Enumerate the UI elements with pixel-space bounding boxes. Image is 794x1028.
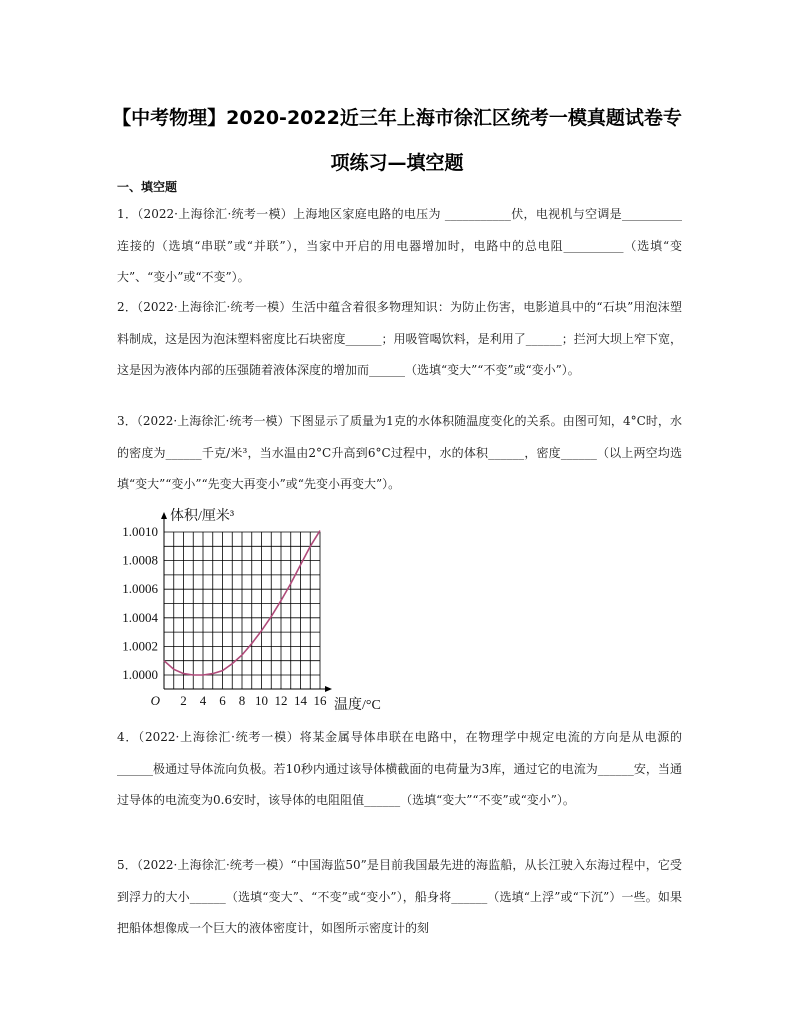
y-axis-arrow [161,512,167,519]
title-line-1: 【中考物理】2020-2022近三年上海市徐汇区统考一模真题试卷专 [112,107,682,129]
question-3: 3．（2022·上海徐汇·统考一模）下图显示了质量为1克的水体积随温度变化的关系。由图可知，4°C时，水的密度为______千克/米³，当水温由2°C升高到6°C过程中，水的体积______，密度______（以上两空均选填“变大”“变小”“先变大再变小”或“先变小再变大”）。 [117,414,682,491]
y-tick-label: 1.0010 [122,524,158,539]
y-tick-label: 1.0008 [122,552,158,568]
x-tick-label: 12 [274,693,288,708]
origin-label: O [150,693,160,708]
x-tick-label: 2 [180,693,187,708]
y-tick-label: 1.0000 [122,667,158,682]
x-tick-label: 4 [199,693,207,708]
volume-temperature-chart [110,502,410,717]
x-tick-label: 8 [238,693,246,708]
question-2: 2．（2022·上海徐汇·统考一模）生活中蕴含着很多物理知识：为防止伤害，电影道具中的“石块”用泡沫塑料制成，这是因为泡沫塑料密度比石块密度______；用吸管喝饮料，是利用了______；拦河大坝上窄下宽，这是因为液体内部的压强随着液体深度的增加而______（选填“变大”“不变”或“变小”）。 [117,300,682,377]
section-heading: 一、填空题 [117,180,178,194]
x-tick-label: 14 [294,693,307,708]
y-axis-label: 体积/厘米³ [170,509,235,524]
y-tick-label: 1.0006 [122,581,158,597]
y-tick-label: 1.0004 [122,609,158,625]
document-title [100,96,694,186]
y-tick-label: 1.0002 [122,638,158,654]
x-tick-label: 10 [255,693,268,708]
x-axis-arrow [325,686,332,692]
question-1: 1．（2022·上海徐汇·统考一模）上海地区家庭电路的电压为 ___________伏，电视机与空调是__________连接的（选填“串联”或“并联”），当家中开启的用电器增加时，电路中的总电阻__________（选填“变大”、“变小”或“不变”）。 [117,207,682,284]
x-axis-label: 温度/°C [334,698,381,713]
x-tick-label: 6 [219,693,226,708]
title-line-2: 项练习—填空题 [330,152,464,174]
question-5: 5．（2022·上海徐汇·统考一模）“中国海监50”是目前我国最先进的海监船，从长江驶入东海过程中，它受到浮力的大小______（选填“变大”、“不变”或“变小”），船身将______（选填“上浮”或“下沉”）一些。如果把船体想像成一个巨大的液体密度计，如图所示密度计的刻 [117,858,682,935]
question-4: 4．（2022·上海徐汇·统考一模）将某金属导体串联在电路中，在物理学中规定电流的方向是从电源的______极通过导体流向负极。若10秒内通过该导体横截面的电荷量为3库，通过它的电流为______安，当通过导体的电流变为0.6安时，该导体的电阻阻值______（选填“变大”“不变”或“变小”）。 [117,730,682,807]
x-tick-label: 16 [313,693,327,708]
chart-svg [110,502,410,717]
